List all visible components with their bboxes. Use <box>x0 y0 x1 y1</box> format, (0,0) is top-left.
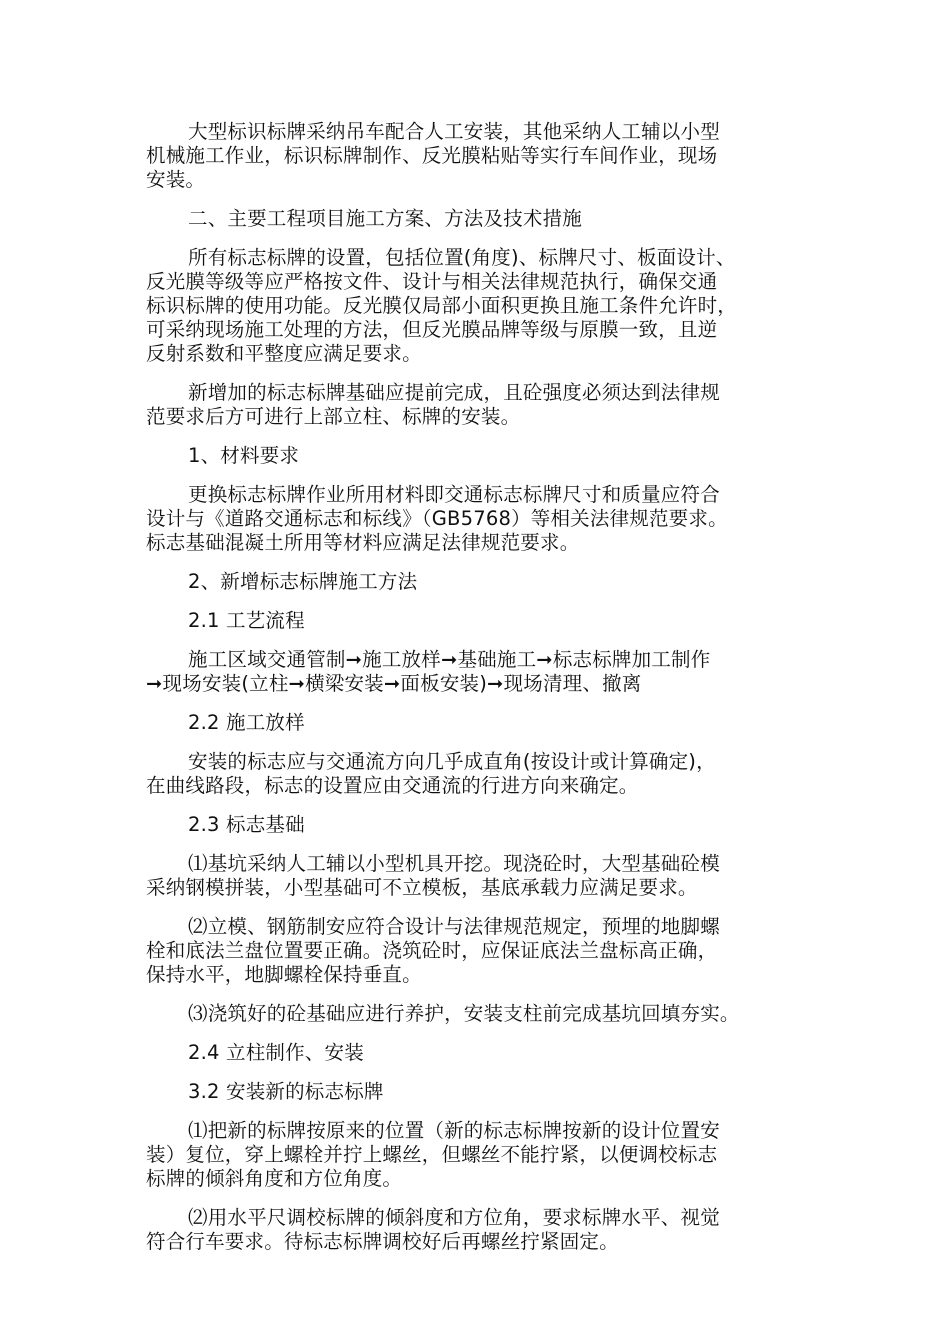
text-line: ⑵立模、钢筋制安应符合设计与法律规范规定，预埋的地脚螺 <box>188 915 720 938</box>
text-line: 在曲线路段，标志的设置应由交通流的行进方向来确定。 <box>146 774 639 797</box>
paragraph <box>146 750 811 798</box>
text-line: 更换标志标牌作业所用材料即交通标志标牌尺寸和质量应符合 <box>188 483 720 506</box>
text-line: 范要求后方可进行上部立柱、标牌的安装。 <box>146 405 521 428</box>
text-line: ➞现场安装(立柱➞横梁安装➞面板安装)➞现场清理、撤离 <box>146 672 642 695</box>
text-line: 1、材料要求 <box>188 444 300 467</box>
text-line: 3.2 安装新的标志标牌 <box>188 1080 384 1103</box>
text-line: 设计与《道路交通标志和标线》（GB5768）等相关法律规范要求。 <box>146 507 728 530</box>
section-heading <box>146 609 811 633</box>
section-heading <box>146 1080 811 1104</box>
paragraph <box>146 648 811 696</box>
section-heading <box>146 711 811 735</box>
section-heading <box>146 1041 811 1065</box>
text-line: 采纳钢模拼装，小型基础可不立模板，基底承载力应满足要求。 <box>146 876 698 899</box>
paragraph <box>146 120 811 192</box>
text-line: 装）复位，穿上螺栓并拧上螺丝，但螺丝不能拧紧，以便调校标志 <box>146 1143 718 1166</box>
text-line: 2.4 立柱制作、安装 <box>188 1041 364 1064</box>
text-line: 机械施工作业，标识标牌制作、反光膜粘贴等实行车间作业，现场 <box>146 144 718 167</box>
text-line: 2.2 施工放样 <box>188 711 305 734</box>
text-line: 保持水平，地脚螺栓保持垂直。 <box>146 963 422 986</box>
section-heading <box>146 813 811 837</box>
paragraph <box>146 1206 811 1254</box>
paragraph <box>146 483 811 555</box>
text-line: 新增加的标志标牌基础应提前完成，且砼强度必须达到法律规 <box>188 381 720 404</box>
section-heading <box>146 207 811 231</box>
document-page <box>146 120 811 1269</box>
paragraph <box>146 1002 811 1026</box>
text-line: ⑵用水平尺调校标牌的倾斜度和方位角，要求标牌水平、视觉 <box>188 1206 720 1229</box>
text-line: 反射系数和平整度应满足要求。 <box>146 342 422 365</box>
text-line: 符合行车要求。待标志标牌调校好后再螺丝拧紧固定。 <box>146 1230 619 1253</box>
paragraph <box>146 915 811 987</box>
paragraph <box>146 381 811 429</box>
section-heading <box>146 444 811 468</box>
text-line: 2.3 标志基础 <box>188 813 305 836</box>
section-heading <box>146 570 811 594</box>
text-line: 可采纳现场施工处理的方法，但反光膜品牌等级与原膜一致，且逆 <box>146 318 718 341</box>
text-line: 大型标识标牌采纳吊车配合人工安装，其他采纳人工辅以小型 <box>188 120 720 143</box>
paragraph <box>146 1119 811 1191</box>
text-line: 标识标牌的使用功能。反光膜仅局部小面积更换且施工条件允许时， <box>146 294 738 317</box>
text-line: 2.1 工艺流程 <box>188 609 305 632</box>
paragraph <box>146 852 811 900</box>
text-line: 标牌的倾斜角度和方位角度。 <box>146 1167 403 1190</box>
text-line: ⑴基坑采纳人工辅以小型机具开挖。现浇砼时，大型基础砼模 <box>188 852 720 875</box>
text-line: 所有标志标牌的设置，包括位置(角度)、标牌尺寸、板面设计、 <box>188 246 736 269</box>
text-line: 标志基础混凝土所用等材料应满足法律规范要求。 <box>146 531 580 554</box>
text-line: ⑶浇筑好的砼基础应进行养护，安装支柱前完成基坑回填夯实。 <box>188 1002 740 1025</box>
text-line: 安装的标志应与交通流方向几乎成直角(按设计或计算确定)， <box>188 750 716 773</box>
paragraph <box>146 246 811 366</box>
text-line: 反光膜等级等应严格按文件、设计与相关法律规范执行，确保交通 <box>146 270 718 293</box>
text-line: 栓和底法兰盘位置要正确。浇筑砼时，应保证底法兰盘标高正确， <box>146 939 718 962</box>
text-line: ⑴把新的标牌按原来的位置（新的标志标牌按新的设计位置安 <box>188 1119 720 1142</box>
text-line: 安装。 <box>146 168 206 191</box>
text-line: 二、主要工程项目施工方案、方法及技术措施 <box>188 207 583 230</box>
text-line: 2、新增标志标牌施工方法 <box>188 570 418 593</box>
text-line: 施工区域交通管制➞施工放样➞基础施工➞标志标牌加工制作 <box>188 648 711 671</box>
